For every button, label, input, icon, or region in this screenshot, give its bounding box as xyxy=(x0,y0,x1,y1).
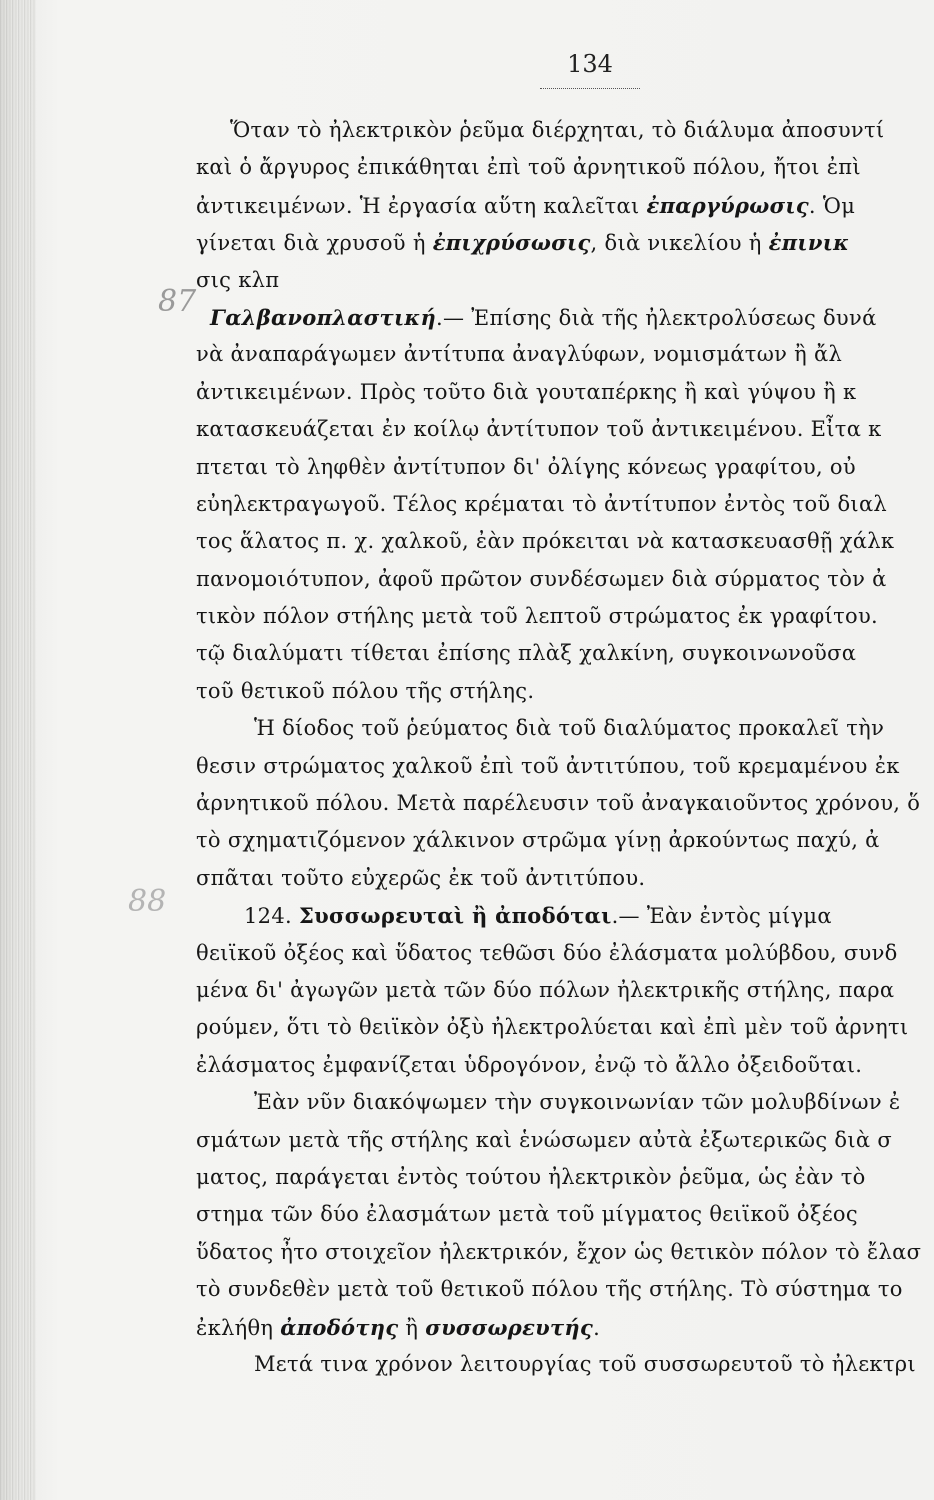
text-line xyxy=(196,1196,934,1233)
page-number-rule xyxy=(540,88,640,89)
text-run: κατασκευάζεται ἐν κοίλῳ ἀντίτυπον τοῦ ἀντικειμένου. Εἶτα κ xyxy=(196,417,882,442)
text-line xyxy=(196,224,934,261)
text-run: ρούμεν, ὅτι τὸ θειϊκὸν ὀξὺ ἠλεκτρολύεται καὶ ἐπὶ μὲν τοῦ ἀρνητι xyxy=(196,1015,909,1040)
text-line xyxy=(196,598,934,635)
text-line xyxy=(196,299,934,336)
text-line xyxy=(196,1047,934,1084)
text-line xyxy=(196,449,934,486)
text-run: τὸ σχηματιζόμενον χάλκινον στρῶμα γίνῃ ἀρκούντως παχύ, ἀ xyxy=(196,828,880,853)
emphasized-term: ἐπαργύρωσις xyxy=(646,192,809,218)
text-run: πτεται τὸ ληφθὲν ἀντίτυπον δι' ὀλίγης κόνεως γραφίτου, οὐ xyxy=(196,454,856,479)
text-line xyxy=(196,897,934,934)
page-number: 134 xyxy=(567,50,613,78)
text-run: .— Ἐπίσης διὰ τῆς ἠλεκτρολύσεως δυνά xyxy=(436,305,877,330)
text-run: . Ὁμ xyxy=(808,193,856,218)
text-run: σμάτων μετὰ τῆς στήλης καὶ ἑνώσωμεν αὐτὰ ἐξωτερικῶς διὰ σ xyxy=(196,1127,892,1152)
text-run: σις κλπ xyxy=(196,267,280,292)
margin-note-87: 87 xyxy=(158,284,197,319)
emphasized-term: ἀποδότης xyxy=(280,1314,399,1340)
text-run: ἀντικειμένων. Ἡ ἐργασία αὕτη καλεῖται xyxy=(196,193,647,218)
emphasized-term: Γαλβανοπλαστική xyxy=(210,304,437,330)
margin-note-88: 88 xyxy=(128,884,167,919)
text-run: Ἡ δίοδος τοῦ ῥεύματος διὰ τοῦ διαλύματος προκαλεῖ τὴν xyxy=(254,716,885,741)
text-run: . xyxy=(593,1315,601,1340)
text-run: , διὰ νικελίου ἡ xyxy=(590,231,769,256)
text-run: μένα δι' ἀγωγῶν μετὰ τῶν δύο πόλων ἠλεκτρικῆς στήλης, παρα xyxy=(196,977,895,1002)
text-line xyxy=(196,748,934,785)
text-line xyxy=(196,1309,934,1346)
text-line xyxy=(196,1234,934,1271)
text-line xyxy=(196,972,934,1009)
emphasized-term: συσσωρευτής xyxy=(425,1314,594,1340)
text-line xyxy=(196,561,934,598)
text-run: πανομοιότυπον, ἀφοῦ πρῶτον συνδέσωμεν διὰ σύρματος τὸν ἀ xyxy=(196,566,887,591)
text-line xyxy=(196,1009,934,1046)
text-run: 124. xyxy=(244,904,299,929)
text-line xyxy=(196,187,934,224)
text-run: ματος, παράγεται ἐντὸς τούτου ἠλεκτρικὸν ῥεῦμα, ὡς ἐὰν τὸ xyxy=(196,1164,866,1189)
emphasized-term: Συσσωρευταὶ ἢ ἀποδόται xyxy=(298,903,612,929)
text-line xyxy=(196,785,934,822)
page-binding-edge xyxy=(0,0,36,1500)
text-run: ἢ xyxy=(398,1315,426,1340)
text-line xyxy=(196,336,934,373)
text-run: εὐηλεκτραγωγοῦ. Τέλος κρέμαται τὸ ἀντίτυπον ἐντὸς τοῦ διαλ xyxy=(196,491,888,516)
text-run: τῷ διαλύματι τίθεται ἐπίσης πλὰξ χαλκίνη, συγκοινωνοῦσα xyxy=(196,641,857,666)
text-line xyxy=(196,112,934,149)
text-run: τικὸν πόλον στήλης μετὰ τοῦ λεπτοῦ στρώματος ἐκ γραφίτου. xyxy=(196,604,878,629)
text-line xyxy=(196,1271,934,1308)
text-line xyxy=(196,523,934,560)
text-line xyxy=(196,374,934,411)
text-run: ἐλάσματος ἐμφανίζεται ὑδρογόνον, ἐνῷ τὸ ἄλλο ὀξειδοῦται. xyxy=(196,1052,863,1077)
text-line xyxy=(196,486,934,523)
text-run: γίνεται διὰ χρυσοῦ ἡ xyxy=(196,231,433,256)
text-run: Ἐὰν νῦν διακόψωμεν τὴν συγκοινωνίαν τῶν μολυβδίνων ἐ xyxy=(254,1090,901,1115)
text-run: θεσιν στρώματος χαλκοῦ ἐπὶ τοῦ ἀντιτύπου, τοῦ κρεμαμένου ἐκ xyxy=(196,753,900,778)
text-run: σπᾶται τοῦτο εὐχερῶς ἐκ τοῦ ἀντιτύπου. xyxy=(196,865,646,890)
text-line xyxy=(196,1159,934,1196)
text-line xyxy=(196,411,934,448)
text-run: Μετά τινα χρόνον λειτουργίας τοῦ συσσωρευτοῦ τὸ ἠλεκτρι xyxy=(254,1351,916,1376)
text-run: ἐκλήθη xyxy=(196,1315,281,1340)
text-line xyxy=(196,635,934,672)
text-run: στημα τῶν δύο ἐλασμάτων μετὰ τοῦ μίγματος θειϊκοῦ ὀξέος xyxy=(196,1202,858,1227)
page-text-body xyxy=(196,112,934,1492)
text-run: τοῦ θετικοῦ πόλου τῆς στήλης. xyxy=(196,678,535,703)
text-line xyxy=(196,710,934,747)
text-run: τὸ συνδεθὲν μετὰ τοῦ θετικοῦ πόλου τῆς στήλης. Τὸ σύστημα το xyxy=(196,1277,903,1302)
text-run: ὕδατος ἦτο στοιχεῖον ἠλεκτρικόν, ἔχον ὡς θετικὸν πόλον τὸ ἔλασ xyxy=(196,1239,922,1264)
emphasized-term: ἐπιχρύσωσις xyxy=(432,230,591,256)
text-line xyxy=(196,1346,934,1383)
text-run: νὰ ἀναπαράγωμεν ἀντίτυπα ἀναγλύφων, νομισμάτων ἢ ἄλ xyxy=(196,342,843,367)
text-line xyxy=(196,1122,934,1159)
text-line xyxy=(196,935,934,972)
text-line xyxy=(196,822,934,859)
text-run: θειϊκοῦ ὀξέος καὶ ὕδατος τεθῶσι δύο ἐλάσματα μολύβδου, συνδ xyxy=(196,940,898,965)
text-run: .— Ἐὰν ἐντὸς μίγμα xyxy=(611,904,832,929)
text-run: τος ἅλατος π. χ. χαλκοῦ, ἐὰν πρόκειται νὰ κατασκευασθῇ χάλκ xyxy=(196,529,895,554)
text-line xyxy=(196,262,934,299)
text-run: καὶ ὁ ἄργυρος ἐπικάθηται ἐπὶ τοῦ ἀρνητικοῦ πόλου, ἤτοι ἐπὶ xyxy=(196,155,861,180)
text-line xyxy=(196,860,934,897)
text-line xyxy=(196,149,934,186)
text-line xyxy=(196,673,934,710)
emphasized-term: ἐπινικ xyxy=(768,230,850,256)
text-run: Ὅταν τὸ ἠλεκτρικὸν ῥεῦμα διέρχηται, τὸ διάλυμα ἀποσυντί xyxy=(230,118,885,142)
text-run: ἀρνητικοῦ πόλου. Μετὰ παρέλευσιν τοῦ ἀναγκαιοῦντος χρόνου, ὅ xyxy=(196,791,921,816)
text-run: ἀντικειμένων. Πρὸς τοῦτο διὰ γουταπέρκης ἢ καὶ γύψου ἢ κ xyxy=(196,379,857,404)
text-line xyxy=(196,1084,934,1121)
